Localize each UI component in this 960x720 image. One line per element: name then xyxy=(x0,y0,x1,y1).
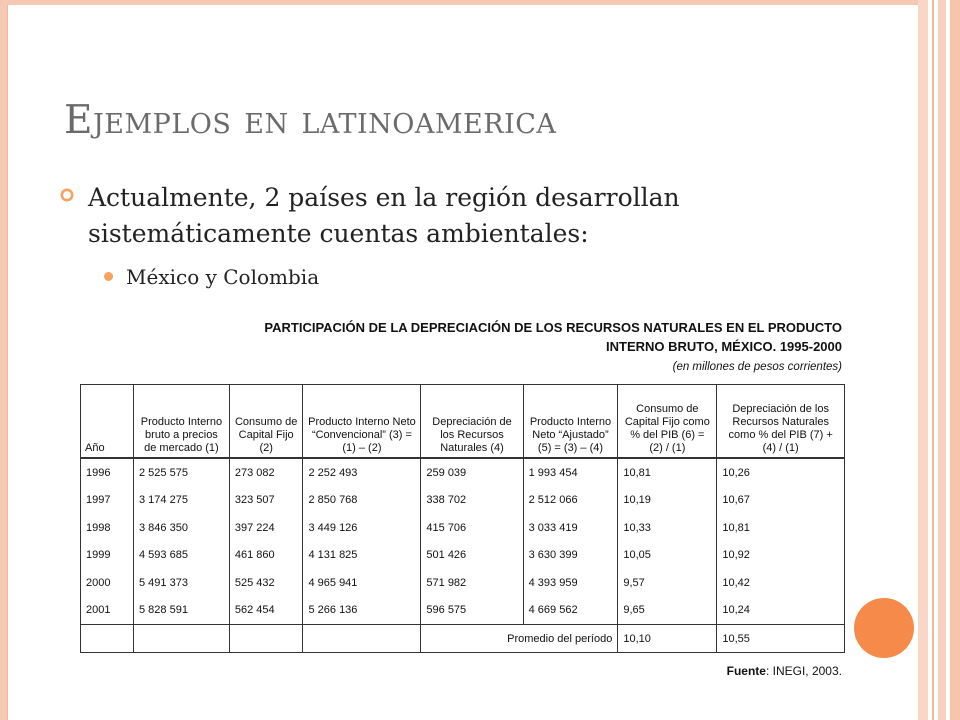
table-cell: 9,65 xyxy=(618,597,717,625)
table-row xyxy=(81,514,845,542)
table-cell: 4 669 562 xyxy=(523,597,618,625)
table-cell: 5 828 591 xyxy=(134,597,230,625)
bullet-text: Actualmente, 2 países en la región desarrollan sistemáticamente cuentas ambientales: xyxy=(88,183,680,248)
stripe xyxy=(918,0,928,720)
table-cell: 338 702 xyxy=(421,487,523,515)
average-col7: 10,55 xyxy=(717,625,845,653)
frame-top-border xyxy=(0,0,960,5)
column-header: Año xyxy=(81,385,134,459)
table-cell: 4 593 685 xyxy=(134,542,230,570)
table-cell: 5 491 373 xyxy=(134,569,230,597)
table-title-line1: PARTICIPACIÓN DE LA DEPRECIACIÓN DE LOS RECURSOS NATURALES EN EL PRODUCTO xyxy=(264,320,842,335)
table-cell: 1996 xyxy=(81,458,134,487)
table-header-row xyxy=(81,385,845,459)
table-cell: 5 266 136 xyxy=(303,597,421,625)
table-cell: 10,19 xyxy=(618,487,717,515)
frame-left-border xyxy=(0,0,7,720)
table-cell: 1998 xyxy=(81,514,134,542)
table-cell: 3 846 350 xyxy=(134,514,230,542)
table-row xyxy=(81,458,845,487)
source-label: Fuente xyxy=(726,664,766,678)
table-cell: 10,92 xyxy=(717,542,845,570)
average-row xyxy=(81,625,845,653)
ring-bullet-icon xyxy=(60,188,74,202)
table-cell: 3 630 399 xyxy=(523,542,618,570)
table-cell: 3 449 126 xyxy=(303,514,421,542)
right-decorative-stripes xyxy=(918,0,960,720)
table-cell: 2 525 575 xyxy=(134,458,230,487)
table-cell: 2001 xyxy=(81,597,134,625)
column-header: Producto Interno Neto “Ajustado” (5) = (3) – (4) xyxy=(523,385,618,459)
table-row xyxy=(81,487,845,515)
table-cell: 397 224 xyxy=(229,514,303,542)
table-cell: 1 993 454 xyxy=(523,458,618,487)
table-cell: 10,33 xyxy=(618,514,717,542)
table-cell: 4 393 959 xyxy=(523,569,618,597)
average-col6: 10,10 xyxy=(618,625,717,653)
table-cell: 3 174 275 xyxy=(134,487,230,515)
table-cell: 571 982 xyxy=(421,569,523,597)
column-header: Producto Interno bruto a precios de mercado (1) xyxy=(134,385,230,459)
table-cell: 2000 xyxy=(81,569,134,597)
table-cell: 10,67 xyxy=(717,487,845,515)
table-title-line2: INTERNO BRUTO, MÉXICO. 1995-2000 xyxy=(606,339,842,354)
table-cell: 9,57 xyxy=(618,569,717,597)
table-cell xyxy=(229,625,303,653)
table-cell: 415 706 xyxy=(421,514,523,542)
table-cell: 2 850 768 xyxy=(303,487,421,515)
table-source xyxy=(727,664,842,678)
table-cell: 562 454 xyxy=(229,597,303,625)
table-cell: 10,26 xyxy=(717,458,845,487)
stripe xyxy=(950,0,960,720)
table-subtitle: (en millones de pesos corrientes) xyxy=(672,361,842,373)
column-header: Consumo de Capital Fijo (2) xyxy=(229,385,303,459)
source-text: : INEGI, 2003. xyxy=(765,664,842,678)
table-cell: 10,81 xyxy=(717,514,845,542)
table-cell: 10,05 xyxy=(618,542,717,570)
table-cell: 323 507 xyxy=(229,487,303,515)
table-cell: 2 252 493 xyxy=(303,458,421,487)
accent-circle xyxy=(854,598,914,658)
table-cell: 10,42 xyxy=(717,569,845,597)
column-header: Producto Interno Neto “Convencional” (3) = (1) – (2) xyxy=(303,385,421,459)
column-header: Depreciación de los Recursos Naturales como % del PIB (7) + (4) / (1) xyxy=(717,385,845,459)
column-header: Consumo de Capital Fijo como % del PIB (6) = (2) / (1) xyxy=(618,385,717,459)
table-cell: 2 512 066 xyxy=(523,487,618,515)
slide-title: Ejemplos en latinoamerica xyxy=(64,98,557,143)
stripe xyxy=(938,0,946,720)
table-cell: 501 426 xyxy=(421,542,523,570)
table-cell: 461 860 xyxy=(229,542,303,570)
bullet-text: México y Colombia xyxy=(126,265,320,289)
frame-inner-line xyxy=(7,5,8,720)
table-cell xyxy=(81,625,134,653)
table-cell: 4 131 825 xyxy=(303,542,421,570)
table-cell xyxy=(303,625,421,653)
table-cell: 1997 xyxy=(81,487,134,515)
table-cell: 1999 xyxy=(81,542,134,570)
table-cell: 10,81 xyxy=(618,458,717,487)
table-cell: 10,24 xyxy=(717,597,845,625)
table-row xyxy=(81,569,845,597)
table-cell: 273 082 xyxy=(229,458,303,487)
table-cell: 596 575 xyxy=(421,597,523,625)
table-cell xyxy=(134,625,230,653)
table-cell: 4 965 941 xyxy=(303,569,421,597)
dot-bullet-icon xyxy=(104,272,113,281)
table-cell: 259 039 xyxy=(421,458,523,487)
table-row xyxy=(81,542,845,570)
table-cell: 525 432 xyxy=(229,569,303,597)
depreciation-table xyxy=(80,384,845,653)
table-cell: 3 033 419 xyxy=(523,514,618,542)
column-header: Depreciación de los Recursos Naturales (4) xyxy=(421,385,523,459)
table-row xyxy=(81,597,845,625)
stripe xyxy=(932,0,934,720)
average-label: Promedio del período xyxy=(421,625,618,653)
